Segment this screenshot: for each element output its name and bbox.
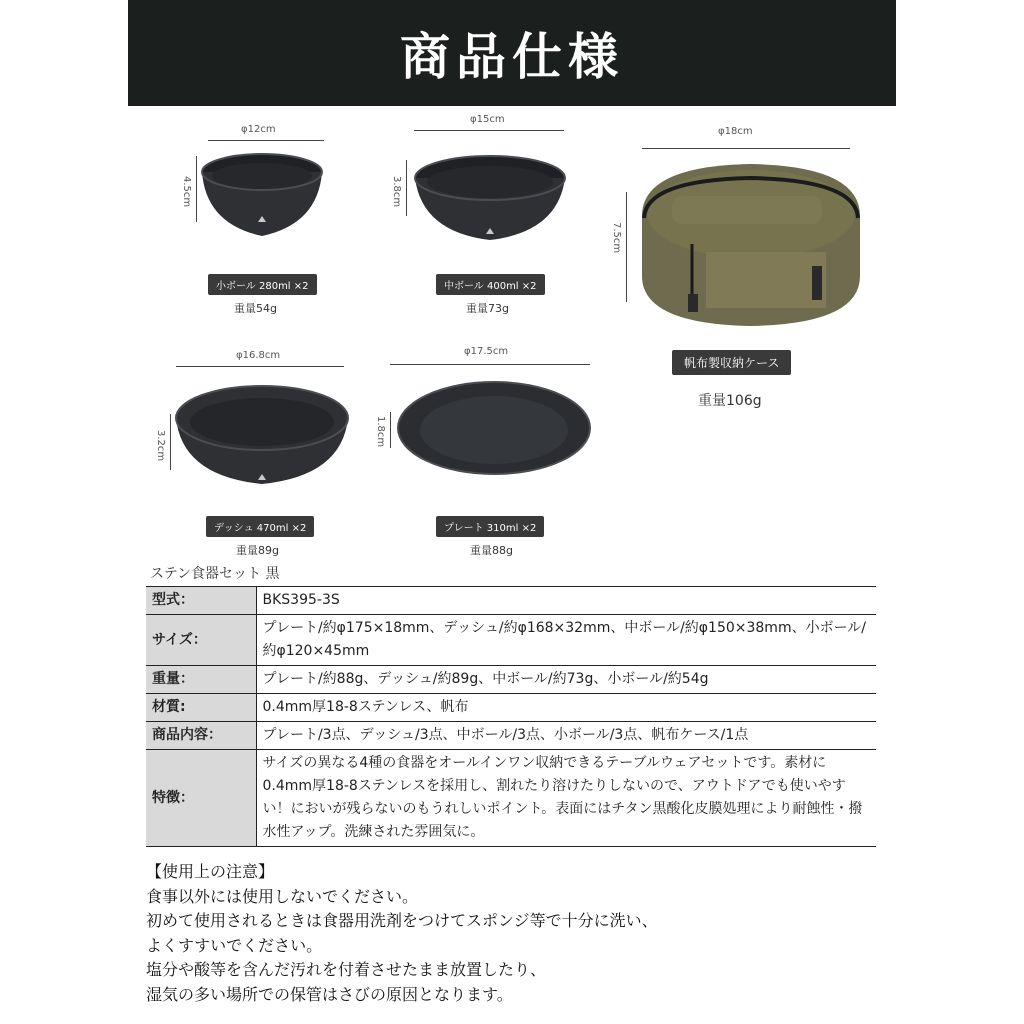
notes-heading: 【使用上の注意】 <box>146 862 275 881</box>
spec-key: 型式： <box>146 587 256 615</box>
spec-table <box>146 586 876 847</box>
dish-height-dim: 3.2cm <box>155 430 166 462</box>
small-bowl-width-dim: φ12cm <box>241 124 276 135</box>
small-bowl-height-dim: 4.5cm <box>181 176 192 208</box>
dish-width-dim: φ16.8cm <box>236 350 281 361</box>
plate-weight: 重量88g <box>470 544 513 557</box>
plate-width-dim: φ17.5cm <box>464 346 509 357</box>
medium-bowl-label: 中ボール 400ml ×2 <box>436 274 545 295</box>
case-item <box>606 112 886 422</box>
product-name: ステン食器セット 黒 <box>150 566 280 582</box>
spec-value: プレート/3点、デッシュ/3点、中ボール/3点、小ボール/3点、帆布ケース/1点 <box>256 722 876 750</box>
dish-weight: 重量89g <box>236 544 279 557</box>
small-bowl-label: 小ボール 280ml ×2 <box>208 274 317 295</box>
spec-key: 材質: <box>146 694 256 722</box>
small-bowl-weight: 重量54g <box>234 302 277 315</box>
small-bowl-image <box>176 144 356 264</box>
spec-row-size <box>146 615 876 666</box>
case-image <box>636 156 866 331</box>
plate-label: プレート 310ml ×2 <box>436 516 544 537</box>
medium-bowl-height-dim: 3.8cm <box>391 176 402 208</box>
spec-key: サイズ： <box>146 615 256 666</box>
notes-line: 食事以外には使用しないでください。 <box>146 886 419 906</box>
spec-key: 重量： <box>146 666 256 694</box>
spec-key: 商品内容： <box>146 722 256 750</box>
small-bowl-item <box>176 120 356 315</box>
case-height-line <box>626 192 627 302</box>
spec-value: プレート/約88g、デッシュ/約89g、中ボール/約73g、小ボール/約54g <box>256 666 876 694</box>
dish-image <box>152 372 362 492</box>
case-height-dim: 7.5cm <box>611 222 622 254</box>
plate-width-line <box>390 364 590 365</box>
case-label: 帆布製収納ケース <box>672 350 791 375</box>
spec-value: プレート/約φ175×18mm、デッシュ/約φ168×32mm、中ボール/約φ150×38mm、小ボール/約φ120×45mm <box>256 615 876 666</box>
medium-bowl-item <box>386 110 586 315</box>
case-width-dim: φ18cm <box>718 126 753 137</box>
plate-height-dim: 1.8cm <box>375 416 386 448</box>
spec-row-contents <box>146 722 876 750</box>
product-photo-area <box>146 110 886 565</box>
page-header <box>128 0 896 106</box>
plate-item <box>372 342 602 556</box>
dish-item <box>152 346 362 556</box>
spec-row-features <box>146 750 876 847</box>
notes-line: よくすすいでください。 <box>146 935 323 955</box>
usage-notes <box>146 860 876 1007</box>
case-width-line <box>642 148 850 149</box>
spec-value: BKS395-3S <box>256 587 876 615</box>
spec-row-weight <box>146 666 876 694</box>
page-title: 商品仕様 <box>400 28 624 86</box>
plate-image <box>372 370 602 500</box>
dish-label: デッシュ 470ml ×2 <box>206 516 314 537</box>
notes-line: 塩分や酸等を含んだ汚れを付着させたまま放置したり、 <box>146 960 547 979</box>
medium-bowl-width-line <box>414 130 564 131</box>
medium-bowl-weight: 重量73g <box>466 302 509 315</box>
case-weight: 重量106g <box>698 393 762 409</box>
spec-row-material <box>146 694 876 722</box>
notes-line: 初めて使用されるときは食器用洗剤をつけてスポンジ等で十分に洗い、 <box>146 911 658 930</box>
spec-key: 特徴： <box>146 750 256 847</box>
small-bowl-width-line <box>208 140 324 141</box>
medium-bowl-image <box>386 142 586 252</box>
spec-value: サイズの異なる4種の食器をオールインワン収納できるテーブルウェアセットです。素材に0.4mm厚18-8ステンレスを採用し、割れたり溶けたりしないので、アウトドアでも使いやすい！においが残らないのもうれしいポイント。表面にはチタン黒酸化皮膜処理により耐蝕性・撥水性アップ。洗練された雰囲気に。 <box>256 750 876 847</box>
spec-value: 0.4mm厚18-8ステンレス、帆布 <box>256 694 876 722</box>
medium-bowl-width-dim: φ15cm <box>470 114 505 125</box>
dish-width-line <box>176 366 344 367</box>
notes-line: 湿気の多い場所での保管はさびの原因となります。 <box>146 984 513 1004</box>
spec-row-model <box>146 587 876 615</box>
